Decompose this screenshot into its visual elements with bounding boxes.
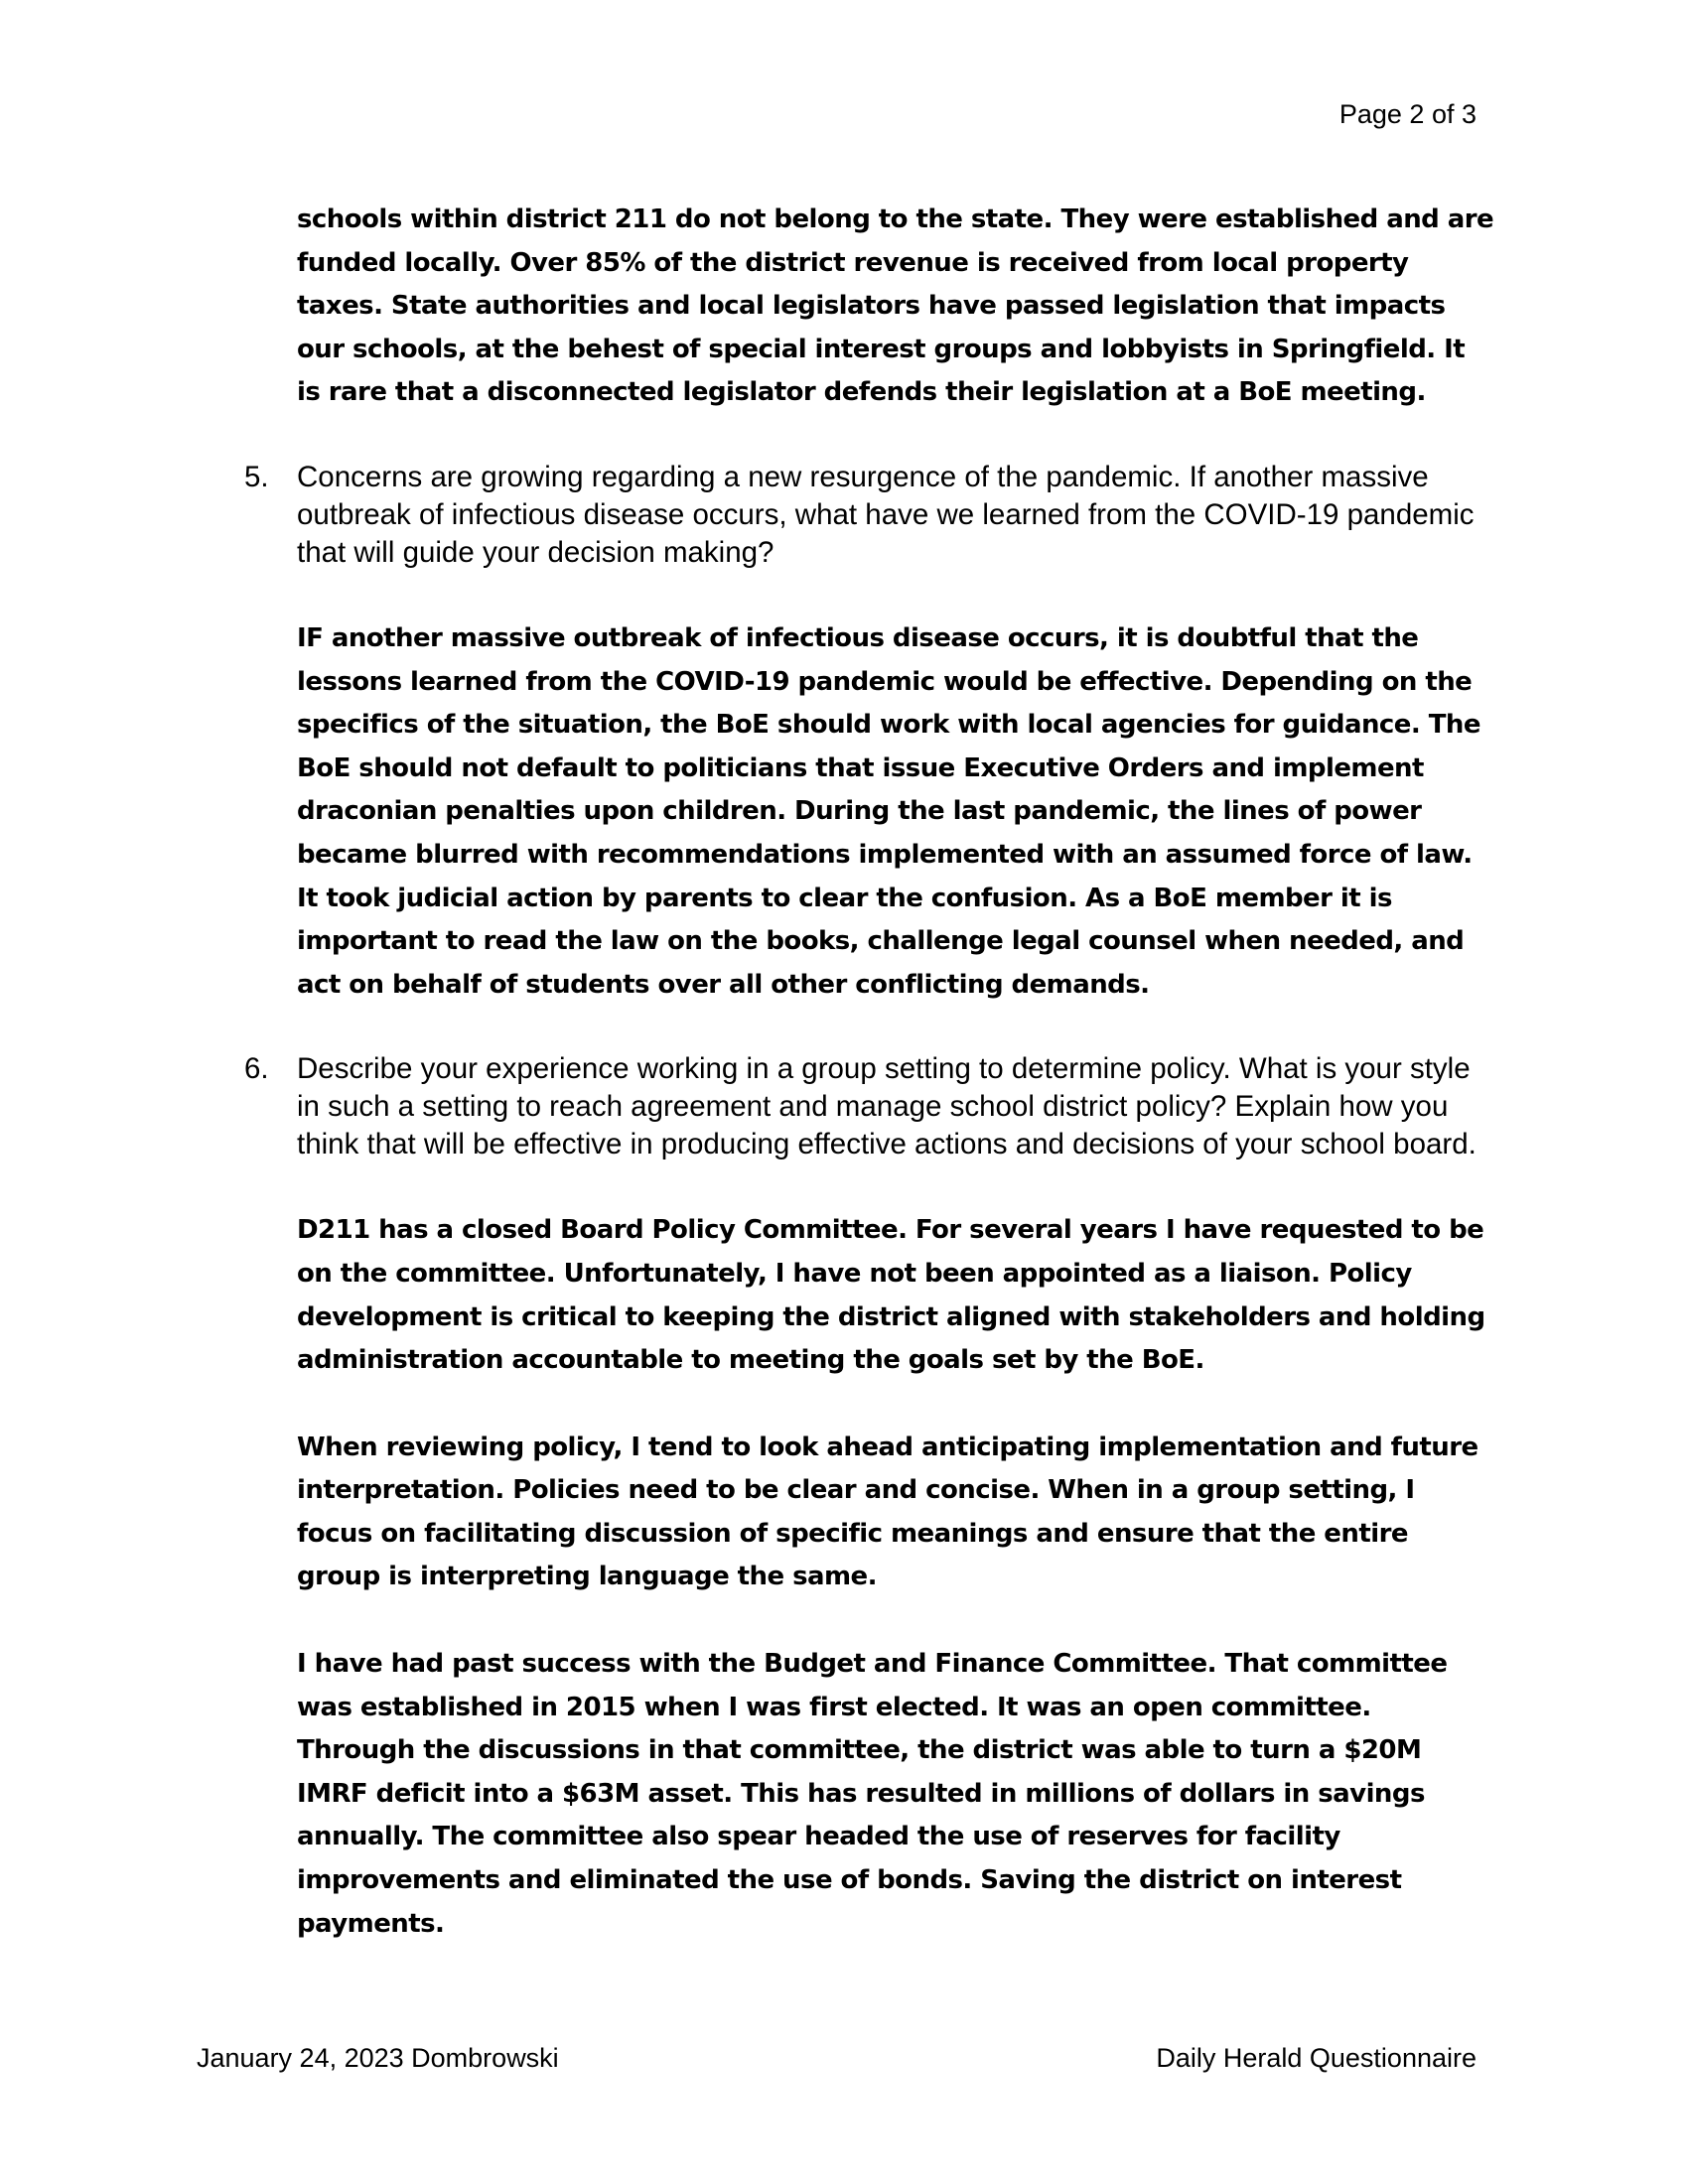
document-body	[244, 199, 1495, 1946]
question-6-text: Describe your experience working in a group setting to determine policy. What is your style in such a setting to reach agreement and manage school district policy? Explain how you think that will be effective in producing effective actions and decisions of your school board.	[297, 1052, 1477, 1161]
footer-publication: Daily Herald Questionnaire	[1156, 2043, 1477, 2073]
answer-5-paragraph: IF another massive outbreak of infectious disease occurs, it is doubtful that the lessons learned from the COVID-19 pandemic would be effective. Depending on the specifics of the situation, the BoE should work with local agencies for guidance. The BoE should not default to politicians that issue Executive Orders and implement draconian penalties upon children. During the last pandemic, the lines of power became blurred with recommendations implemented with an assumed force of law. It took judicial action by parents to clear the confusion. As a BoE member it is important to read the law on the books, challenge legal counsel when needed, and act on behalf of students over all other conflicting demands.	[297, 622, 1480, 1000]
question-6	[244, 1050, 1495, 1163]
question-5	[244, 459, 1495, 572]
answer-6-paragraph-1: D211 has a closed Board Policy Committee. For several years I have requested to be on the committee. Unfortunately, I have not been appointed as a liaison. Policy development is critical to keeping the district aligned with stakeholders and holding administration accountable to meeting the goals set by the BoE.	[297, 1215, 1485, 1376]
answer-6-paragraph-3: I have had past success with the Budget and Finance Committee. That committee was established in 2015 when I was first elected. It was an open committee. Through the discussions in that committee, the district was able to turn a $20M IMRF deficit into a $63M asset. This has resulted in millions of dollars in savings annually. The committee also spear headed the use of reserves for facility improvements and eliminated the use of bonds. Saving the district on interest payments.	[297, 1649, 1448, 1939]
question-5-number: 5.	[244, 460, 269, 493]
answer-6-paragraph-2: When reviewing policy, I tend to look ahead anticipating implementation and future interpretation. Policies need to be clear and concise. When in a group setting, I focus on facilitating discussion of specific meanings and ensure that the entire group is interpreting language the same.	[297, 1432, 1478, 1592]
page-number: Page 2 of 3	[1338, 99, 1477, 129]
question-6-number: 6.	[244, 1052, 269, 1086]
question-5-text: Concerns are growing regarding a new resurgence of the pandemic. If another massive outbreak of infectious disease occurs, what have we learned from the COVID-19 pandemic that will guide your decision making?	[297, 460, 1475, 569]
continued-answer-paragraph: schools within district 211 do not belong to the state. They were established and are funded locally. Over 85% of the district revenue is received from local property taxes. State authorities and local legislators have passed legislation that impacts our schools, at the behest of special interest groups and lobbyists in Springfield. It is rare that a disconnected legislator defends their legislation at a BoE meeting.	[297, 205, 1494, 408]
footer-date-author: January 24, 2023 Dombrowski	[197, 2043, 559, 2073]
